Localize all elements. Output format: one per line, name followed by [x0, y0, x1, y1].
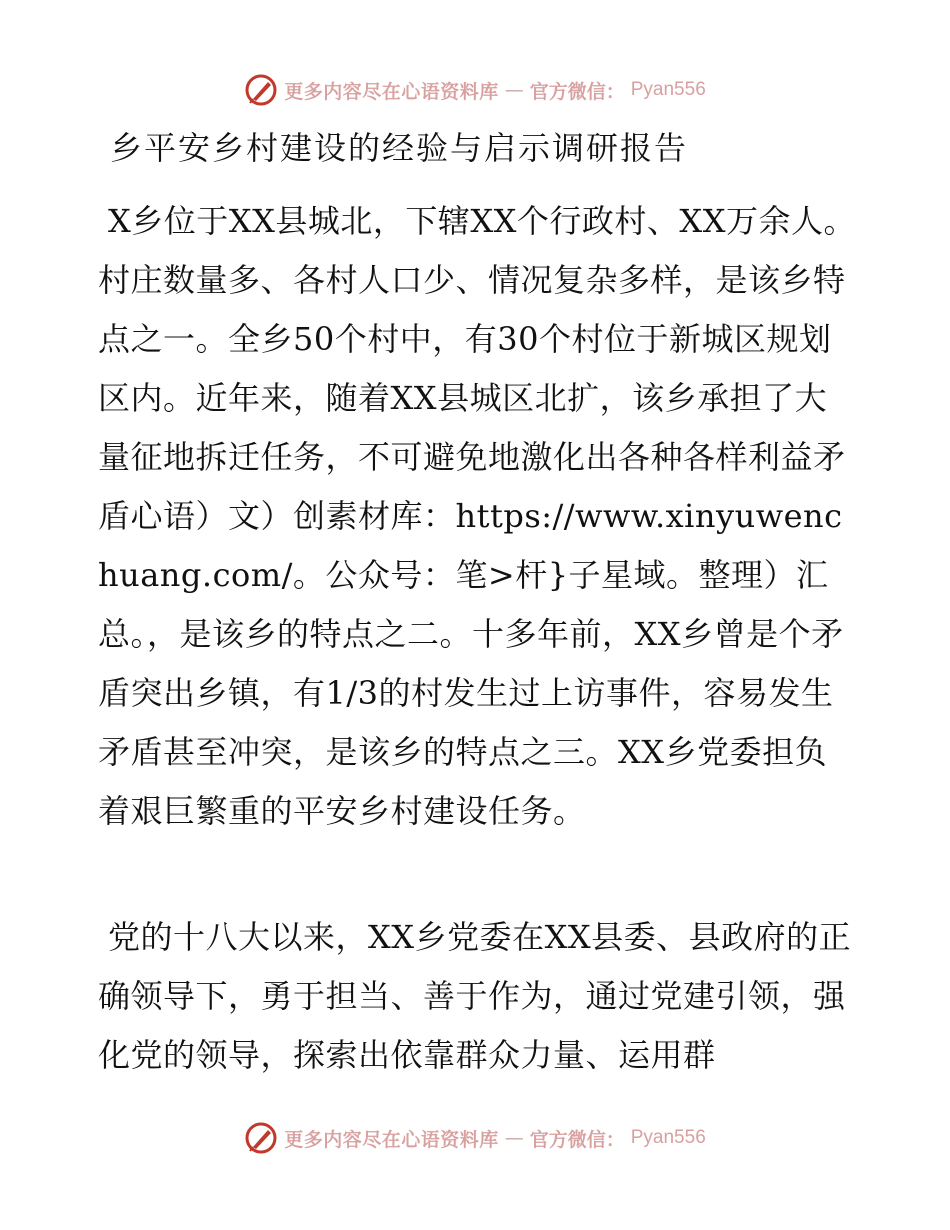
banner-official-label: 官方微信： — [529, 1128, 625, 1151]
banner-wechat-id: Pyan556 — [630, 1127, 706, 1148]
quill-logo-icon — [244, 1121, 278, 1155]
banner-wechat-id: Pyan556 — [630, 79, 706, 100]
banner-slogan: 更多内容尽在心语资料库 — [284, 1128, 499, 1151]
banner-separator: — — [504, 1127, 524, 1149]
body-paragraph: 党的十八大以来，XX乡党委在XX县委、县政府的正确领导下，勇于担当、善于作为，通过党建引领，强化党的领导，探索出依靠群众力量、运用群 — [98, 918, 852, 1074]
quill-logo-icon — [244, 73, 278, 107]
header-banner — [0, 70, 950, 110]
document-title: 乡平安乡村建设的经验与启示调研报告 — [110, 129, 689, 167]
banner-separator: — — [504, 79, 524, 101]
footer-banner — [0, 1118, 950, 1158]
banner-slogan: 更多内容尽在心语资料库 — [284, 80, 499, 103]
body-paragraph: X乡位于XX县城北，下辖XX个行政村、XX万余人。村庄数量多、各村人口少、情况复杂多样，是该乡特点之一。全乡50个村中，有30个村位于新城区规划区内。近年来，随着XX县城区北扩，该乡承担了大量征地拆迁任务，不可避免地激化出各种各样利益矛盾心语）文）创素材库：https://www.xinyuwenchuang.com/。公众号：笔>杆}子星域。整理）汇总。，是该乡的特点之二。十多年前，XX乡曾是个矛盾突出乡镇，有1/3的村发生过上访事件，容易发生矛盾甚至冲突，是该乡的特点之三。XX乡党委担负着艰巨繁重的平安乡村建设任务。 — [98, 202, 856, 830]
banner-official-label: 官方微信： — [529, 80, 625, 103]
